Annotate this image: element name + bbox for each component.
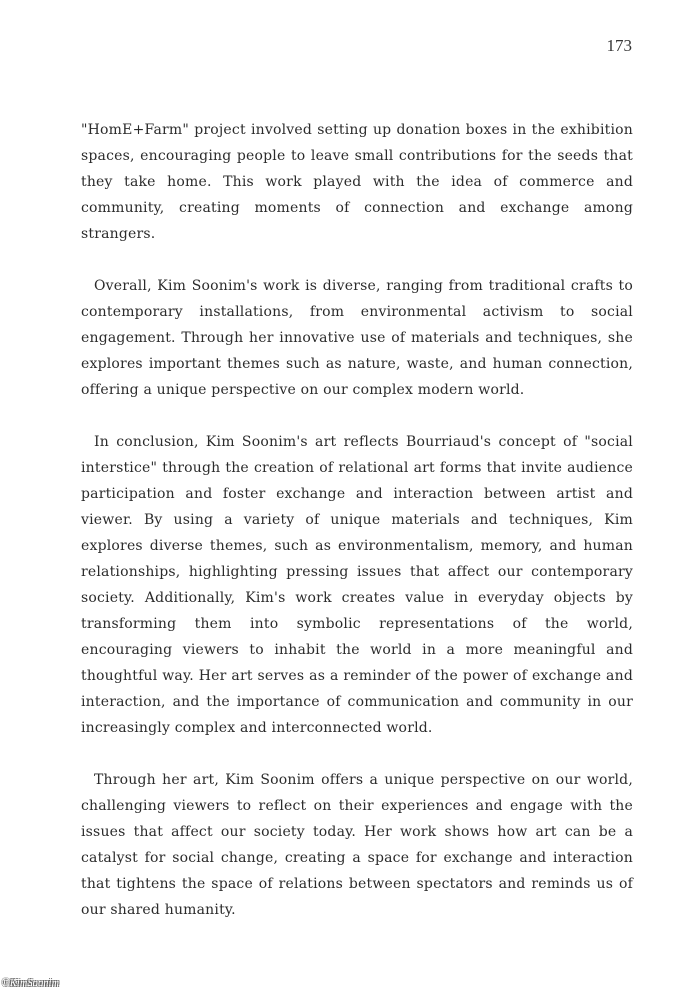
- paragraph-overall: Overall, Kim Soonim's work is diverse, ranging from traditional crafts to contemporary installations, from environmental activism to social engagement. Through her innovative use of materials and techniques, she explores important themes such as nature, waste, and human connection, offering a unique perspective on our complex modern world.: [81, 278, 633, 398]
- paragraph-homefarm: "HomE+Farm" project involved setting up donation boxes in the exhibition spaces, encouraging people to leave small contributions for the seeds that they take home. This work played with the idea of commerce and community, creating moments of connection and exchange among strangers.: [81, 122, 633, 242]
- copyright-watermark: ©KimSoonim: [2, 978, 60, 989]
- paragraph-conclusion: In conclusion, Kim Soonim's art reflects Bourriaud's concept of "social interstice" through the creation of relational art forms that invite audience participation and foster exchange and interaction between artist and viewer. By using a variety of unique materials and techniques, Kim explores diverse themes, such as environmentalism, memory, and human relationships, highlighting pressing issues that affect our contemporary society. Additionally, Kim's work creates value in everyday objects by transforming them into symbolic representations of the world, encouraging viewers to inhabit the world in a more meaningful and thoughtful way. Her art serves as a reminder of the power of exchange and interaction, and the importance of communication and community in our increasingly complex and interconnected world.: [81, 434, 633, 736]
- body-text: [81, 117, 633, 949]
- page-number: 173: [606, 36, 632, 55]
- paragraph-through-her-art: Through her art, Kim Soonim offers a unique perspective on our world, challenging viewers to reflect on their experiences and engage with the issues that affect our society today. Her work shows how art can be a catalyst for social change, creating a space for exchange and interaction that tightens the space of relations between spectators and reminds us of our shared humanity.: [81, 772, 633, 918]
